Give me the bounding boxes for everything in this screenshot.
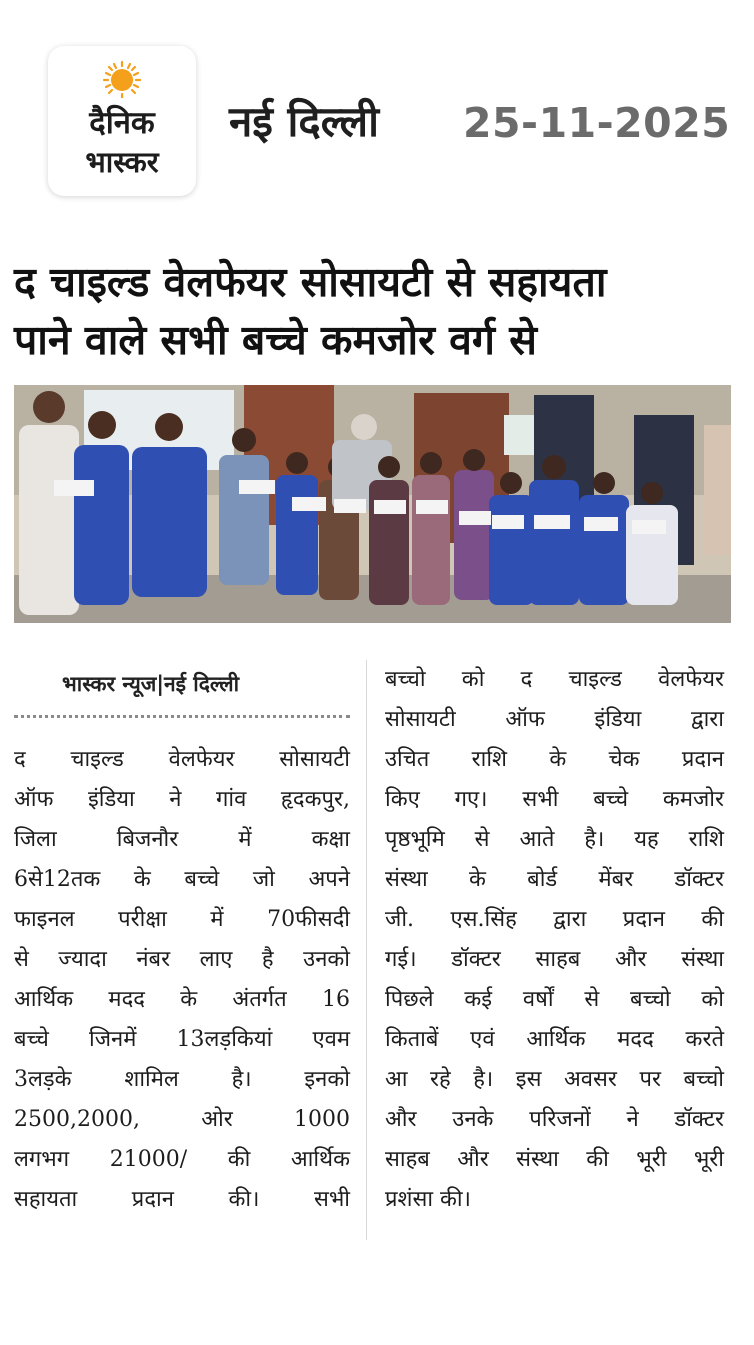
body-line: साहब और संस्था की भूरी भूरी — [385, 1147, 724, 1172]
body-line: 6से12तक के बच्चे जो अपने — [14, 867, 350, 892]
article-left-column — [14, 740, 350, 1220]
body-line: आर्थिक मदद के अंतर्गत 16 — [14, 987, 350, 1012]
article-headline — [14, 253, 744, 369]
body-line: आ रहे है। इस अवसर पर बच्चो — [385, 1067, 724, 1092]
logo-line-bhaskar: भास्कर — [85, 145, 159, 179]
edition-city: नई दिल्ली — [229, 97, 380, 146]
body-line: जिला बिजनौर में कक्षा — [14, 827, 350, 852]
sun-icon — [48, 60, 196, 98]
body-line: ऑफ इंडिया ने गांव हृदकपुर, — [14, 787, 350, 812]
body-line: से ज्यादा नंबर लाए है उनको — [14, 947, 350, 972]
body-line: किए गए। सभी बच्चे कमजोर — [385, 787, 724, 812]
headline-line: द चाइल्ड वेलफेयर सोसायटी से सहायता — [14, 258, 607, 306]
body-line: लगभग 21000/ की आर्थिक — [14, 1147, 350, 1172]
logo-line-dainik: दैनिक — [89, 105, 155, 141]
body-line: फाइनल परीक्षा में 70फीसदी — [14, 907, 350, 932]
column-divider — [366, 660, 367, 1240]
body-line: द चाइल्ड वेलफेयर सोसायटी — [14, 747, 350, 772]
body-line: 3लड़के शामिल है। इनको — [14, 1067, 350, 1092]
dainik-bhaskar-logo — [48, 46, 196, 196]
article-byline: भास्कर न्यूज|नई दिल्ली — [62, 672, 240, 696]
body-line: जी. एस.सिंह द्वारा प्रदान की — [385, 907, 724, 932]
body-line: और उनके परिजनों ने डॉक्टर — [385, 1107, 724, 1132]
edition-date: 25-11-2025 — [463, 99, 731, 147]
headline-line: पाने वाले सभी बच्चे कमजोर वर्ग से — [14, 316, 537, 364]
body-line: प्रशंसा की। — [385, 1187, 471, 1212]
masthead — [0, 0, 754, 215]
body-line: किताबें एवं आर्थिक मदद करते — [385, 1027, 724, 1052]
body-line: 2500,2000, ओर 1000 — [14, 1107, 350, 1132]
body-line: पृष्ठभूमि से आते है। यह राशि — [385, 827, 724, 852]
body-line: गई। डॉक्टर साहब और संस्था — [385, 947, 724, 972]
body-line: संस्था के बोर्ड मेंबर डॉक्टर — [385, 867, 724, 892]
body-line: उचित राशि के चेक प्रदान — [385, 747, 724, 772]
byline-divider — [14, 715, 350, 718]
body-line: पिछले कई वर्षों से बच्चो को — [385, 987, 724, 1012]
body-line: बच्चे जिनमें 13लड़कियां एवम — [14, 1027, 350, 1052]
article-right-column — [385, 660, 724, 1220]
body-line: बच्चो को द चाइल्ड वेलफेयर — [385, 667, 724, 692]
group-photo — [14, 385, 731, 623]
body-line: सहायता प्रदान की। सभी — [14, 1187, 350, 1212]
body-line: सोसायटी ऑफ इंडिया द्वारा — [385, 707, 724, 732]
